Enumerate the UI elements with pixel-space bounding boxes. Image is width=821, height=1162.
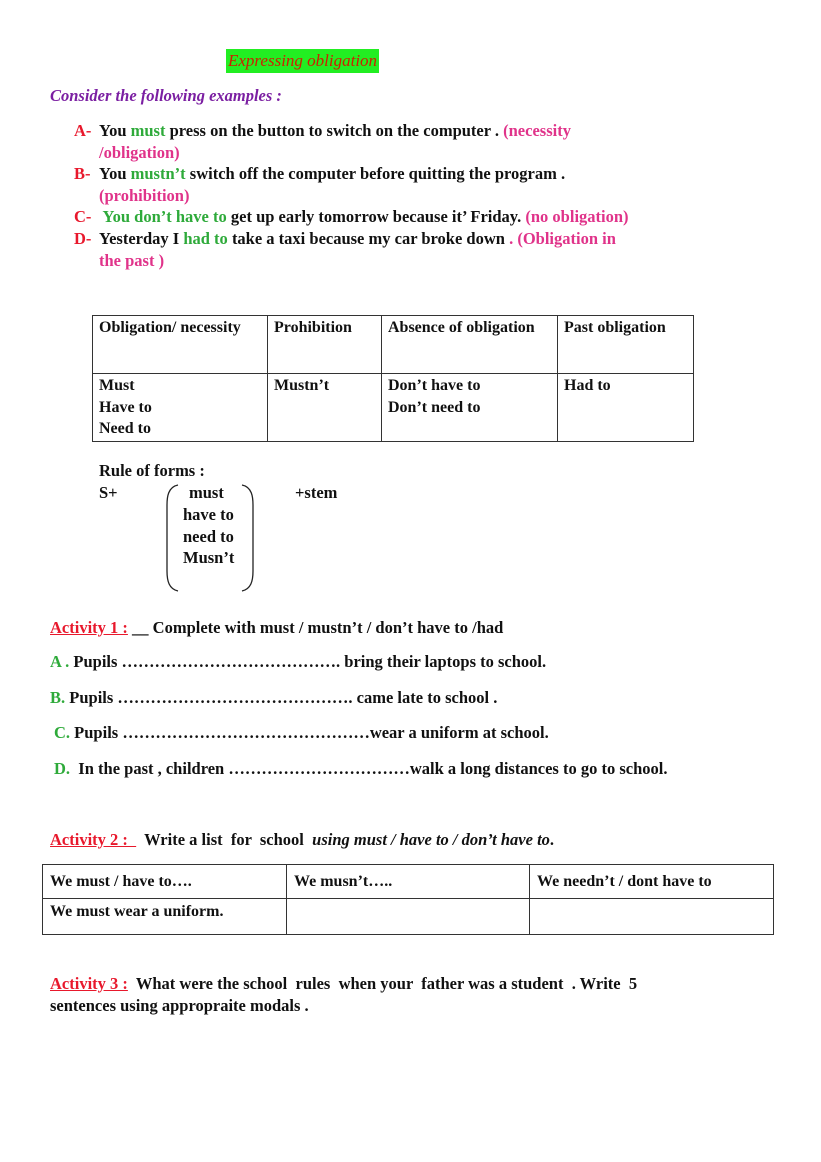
intro-text: Consider the following examples : xyxy=(50,86,282,105)
right-bracket xyxy=(242,485,253,591)
rule-modal: need to xyxy=(183,527,234,546)
table-header-cell: We needn’t / dont have to xyxy=(530,865,774,899)
modals-table xyxy=(92,315,694,442)
item-text: Pupils ……………………………………. came late to school . xyxy=(69,688,498,707)
example-modal: mustn’t xyxy=(130,164,186,183)
item-text: Pupils …………………………………. bring their laptops to school. xyxy=(73,652,547,671)
activity2-instruction-end: . xyxy=(549,830,555,849)
example-letter: C- xyxy=(74,207,92,226)
activity2-instruction-modals: using must / have to / don’t have to xyxy=(312,830,550,849)
example-a-note-cont: /obligation) xyxy=(99,143,180,162)
example-text: press on the button to switch on the computer . xyxy=(165,121,504,140)
rule-modal: have to xyxy=(183,505,234,524)
example-text: You xyxy=(99,121,131,140)
example-d-note-cont: the past ) xyxy=(99,251,165,270)
example-letter: A- xyxy=(74,121,92,140)
activity3-instruction: What were the school rules when your father was a student . Write 5 xyxy=(127,974,638,993)
table-header-cell: Past obligation xyxy=(558,316,694,374)
table-header-cell: We musn’t….. xyxy=(287,865,530,899)
rule-subject: S+ xyxy=(99,483,118,502)
activity1-instruction: Complete with must / mustn’t / don’t have to /had xyxy=(152,618,504,637)
example-text: take a taxi because my car broke down xyxy=(227,229,510,248)
rule-stem: +stem xyxy=(295,483,338,502)
activity2-label: Activity 2 : xyxy=(50,830,137,849)
table-cell: Mustn’t xyxy=(268,374,382,442)
example-b-note: (prohibition) xyxy=(99,186,190,205)
example-note: . (Obligation in xyxy=(509,229,616,248)
table-header-cell: Obligation/ necessity xyxy=(93,316,268,374)
example-d xyxy=(74,229,616,249)
table-header-row xyxy=(93,316,694,374)
example-text: get up early tomorrow because it’ Friday. xyxy=(226,207,526,226)
table-cell: We must wear a uniform. xyxy=(43,899,287,935)
table-cell-answer[interactable] xyxy=(530,899,774,935)
item-letter: B. xyxy=(50,688,66,707)
rule-heading: Rule of forms : xyxy=(99,461,205,480)
table-header-cell: We must / have to…. xyxy=(43,865,287,899)
activity1-blank: __ xyxy=(127,618,153,637)
example-modal: must xyxy=(130,121,166,140)
rule-modal: must xyxy=(189,483,224,502)
activity3-heading xyxy=(50,974,637,994)
example-modal: You don’t have to xyxy=(99,207,227,226)
table-header-row xyxy=(43,865,774,899)
table-header-cell: Absence of obligation xyxy=(382,316,558,374)
activity1-item-d xyxy=(54,759,667,779)
rule-modal: Musn’t xyxy=(183,548,235,567)
activity1-label: Activity 1 : xyxy=(50,618,128,637)
activity1-item-c xyxy=(54,723,549,743)
activity1-item-b xyxy=(50,688,497,708)
example-a xyxy=(74,121,571,141)
left-bracket xyxy=(167,485,178,591)
example-note: (necessity xyxy=(503,121,571,140)
table-cell: Must Have to Need to xyxy=(93,374,268,442)
activity3-instruction-cont: sentences using appropraite modals . xyxy=(50,996,309,1015)
activity2-heading xyxy=(50,830,554,850)
worksheet-title: Expressing obligation xyxy=(226,49,379,73)
rules-list-table xyxy=(42,864,774,935)
example-text: Yesterday I xyxy=(99,229,184,248)
example-b xyxy=(74,164,565,184)
table-header-cell: Prohibition xyxy=(268,316,382,374)
table-row xyxy=(43,899,774,935)
item-text: In the past , children ……………………………walk a long distances to go to school. xyxy=(78,759,668,778)
activity1-heading xyxy=(50,618,503,638)
example-text: You xyxy=(99,164,131,183)
example-text: switch off the computer before quitting the program . xyxy=(185,164,566,183)
table-cell-answer[interactable] xyxy=(287,899,530,935)
activity1-item-a xyxy=(50,652,546,672)
example-c xyxy=(74,207,629,227)
item-letter: C. xyxy=(54,723,71,742)
example-modal: had to xyxy=(183,229,228,248)
example-letter: D- xyxy=(74,229,92,248)
activity2-instruction: Write a list for school xyxy=(136,830,313,849)
item-letter: A . xyxy=(50,652,70,671)
table-cell: Don’t have to Don’t need to xyxy=(382,374,558,442)
table-row xyxy=(93,374,694,442)
table-cell: Had to xyxy=(558,374,694,442)
activity3-label: Activity 3 : xyxy=(50,974,128,993)
item-letter: D. xyxy=(54,759,71,778)
example-note: (no obligation) xyxy=(525,207,629,226)
example-letter: B- xyxy=(74,164,91,183)
item-text: Pupils ………………………………………wear a uniform at school. xyxy=(74,723,549,742)
